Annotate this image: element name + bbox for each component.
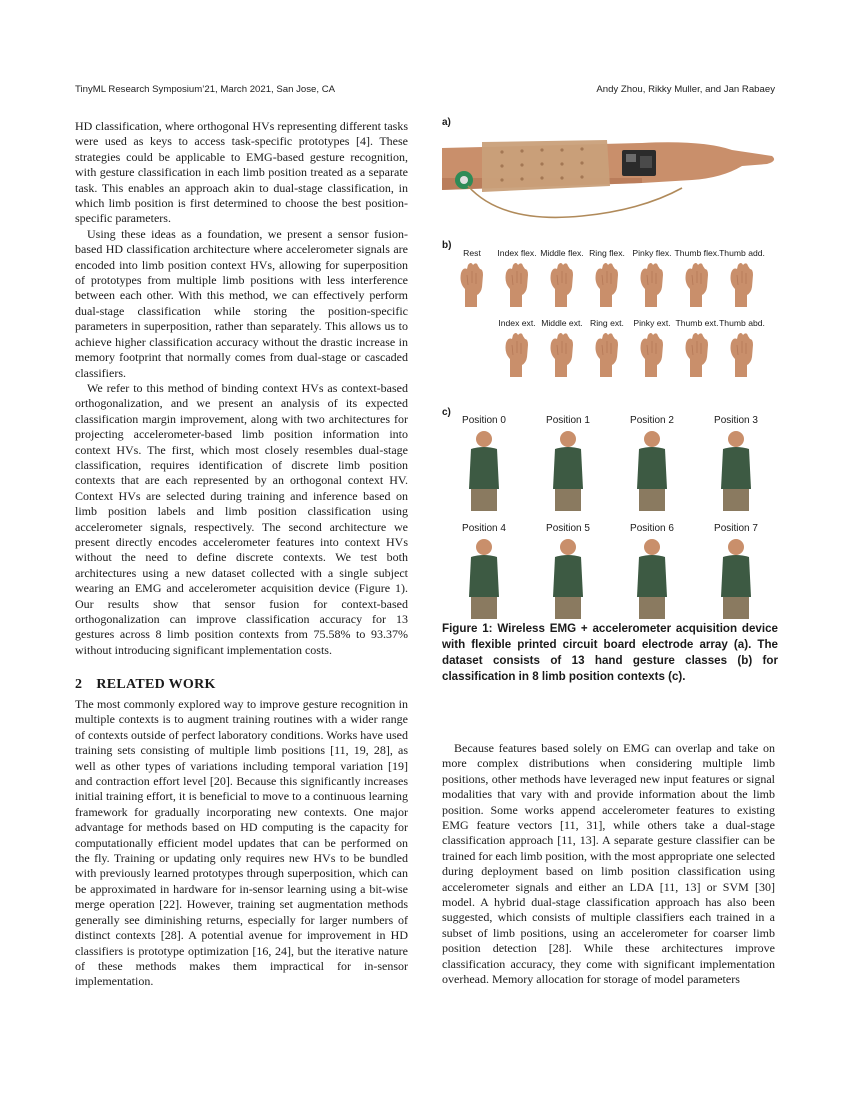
- panel-a-label: a): [442, 117, 451, 128]
- hand-gesture-icon: [680, 261, 714, 307]
- gesture-label: Index ext.: [498, 318, 536, 328]
- hand-gesture-icon: [680, 331, 714, 377]
- gesture-cell: [493, 318, 541, 377]
- left-column: [75, 119, 408, 658]
- hand-gesture-icon: [455, 261, 489, 307]
- position-label: Position 3: [714, 415, 758, 426]
- hand-gesture-icon: [500, 331, 534, 377]
- position-label: Position 0: [462, 415, 506, 426]
- hand-gesture-icon: [635, 261, 669, 307]
- running-header-venue: TinyML Research Symposium’21, March 2021, San Jose, CA: [75, 84, 336, 95]
- person-position-icon: [543, 429, 593, 511]
- hand-gesture-icon: [725, 331, 759, 377]
- section-title: RELATED WORK: [96, 677, 216, 692]
- paragraph: HD classification, where orthogonal HVs representing different tasks were used as keys to access task-specific prototypes [4]. These strategies could be applicable to EMG-based gesture recognition, with gesture classification in each limb position treated as a separate task. This enables an approach akin to dual-stage classification, in which limb position is first determined to choose the best position-specific parameters.: [75, 119, 408, 226]
- person-position-icon: [627, 537, 677, 619]
- position-cell: [526, 523, 610, 619]
- gesture-cell: [673, 318, 721, 377]
- hand-gesture-icon: [500, 261, 534, 307]
- person-position-icon: [543, 537, 593, 619]
- gesture-cell: [583, 318, 631, 377]
- hand-gesture-icon: [545, 331, 579, 377]
- person-position-icon: [711, 429, 761, 511]
- gesture-label: Rest: [463, 248, 481, 258]
- position-label: Position 4: [462, 523, 506, 534]
- position-row-1: [442, 415, 778, 515]
- gesture-label: Thumb ext.: [675, 318, 719, 328]
- gesture-label: Pinky ext.: [633, 318, 671, 328]
- hand-gesture-icon: [725, 261, 759, 307]
- gesture-cell: [718, 318, 766, 377]
- gesture-cell: [538, 248, 586, 307]
- hand-gesture-icon: [635, 331, 669, 377]
- hand-gesture-icon: [590, 331, 624, 377]
- hand-gesture-icon: [545, 261, 579, 307]
- position-label: Position 2: [630, 415, 674, 426]
- gesture-row-1: [442, 248, 778, 318]
- right-column: [442, 741, 775, 988]
- position-label: Position 1: [546, 415, 590, 426]
- gesture-cell: [538, 318, 586, 377]
- position-cell: [610, 523, 694, 619]
- paragraph: Using these ideas as a foundation, we present a sensor fusion-based HD classification architecture where accelerometer signals are encoded into limb position context HVs, allowing for superposition of prototypes from multiple limb positions with less interference between each other. With this method, we can effectively perform dual-stage classification while storing the position-specific parameters in superposition, rather than separately. This allows us to achieve higher classification accuracy without the drastic increase in memory footprint that normally comes from dual-stage or cascaded classifiers.: [75, 226, 408, 380]
- section-heading: [75, 677, 216, 693]
- gesture-label: Thumb abd.: [719, 318, 765, 328]
- position-row-2: [442, 523, 778, 623]
- figure-caption: Figure 1: Wireless EMG + accelerometer acquisition device with flexible printed circuit board electrode array (a). The dataset consists of 13 hand gesture classes (b) for classification in 8 limb position contexts (c).: [442, 622, 778, 683]
- gesture-row-2: [442, 318, 778, 390]
- acquisition-device-photo: [442, 128, 778, 228]
- panel-b-label: b): [442, 240, 452, 251]
- gesture-label: Thumb add.: [719, 248, 765, 258]
- person-position-icon: [711, 537, 761, 619]
- gesture-cell: [493, 248, 541, 307]
- paragraph: Because features based solely on EMG can overlap and take on more complex distributions when considering multiple limb positions, other methods have leveraged new input features or signal modalities that vary with and provide information about the limb position. Some works append accelerometer features to existing EMG feature vectors [11, 31], while others take a dual-stage classification approach [11, 13]. A separate gesture classifier can be trained for each limb position, with the most appropriate one selected during deployment based on limb position classification using accelerometer signals and either an LDA [11, 13] or SVM [30] model. A hybrid dual-stage classification approach has also been suggested, which consists of multiple classifiers each trained in a subset of limb positions, using an accelerometer for coarser limb position detection [28]. While these architectures improve classification accuracy, they come with significant implementation overhead. Memory allocation for storage of model parameters: [442, 741, 775, 987]
- gesture-cell: [673, 248, 721, 307]
- hand-gesture-icon: [590, 261, 624, 307]
- position-cell: [442, 415, 526, 511]
- position-cell: [526, 415, 610, 511]
- gesture-label: Middle flex.: [540, 248, 584, 258]
- person-position-icon: [459, 537, 509, 619]
- arm-with-device-illustration: [442, 128, 778, 228]
- position-cell: [442, 523, 526, 619]
- person-position-icon: [627, 429, 677, 511]
- gesture-cell: [718, 248, 766, 307]
- gesture-label: Ring flex.: [589, 248, 625, 258]
- position-cell: [610, 415, 694, 511]
- gesture-label: Pinky flex.: [632, 248, 672, 258]
- gesture-label: Middle ext.: [541, 318, 583, 328]
- gesture-cell: [628, 318, 676, 377]
- running-header-authors: Andy Zhou, Rikky Muller, and Jan Rabaey: [596, 84, 775, 95]
- position-cell: [694, 523, 778, 619]
- section-number: 2: [75, 677, 83, 692]
- gesture-label: Thumb flex.: [674, 248, 720, 258]
- paragraph: The most commonly explored way to improve gesture recognition in multiple contexts is to augment training routines with a wider range of contexts outside of perfect laboratory conditions. Works have used training sets consisting of multiple limb positions [11, 19, 28], as well as other types of variations including temporal variation [19] and contraction effort level [20]. Because this significantly increases initial training effort, it is beneficial to move to a continuous learning framework for gradually incorporating new contexts. One major advantage for methods based on HD computing is the capacity for computationally efficient model updates that can be performed on the fly. Training or updating only requires new HVs to be bundled with previously learned prototypes through superposition, which can be approximated in hardware for in-sensor learning using a bit-wise merge operation [22]. However, training set augmentation methods generally see diminishing returns, especially for larger numbers of distinct contexts [28]. A potential avenue for improvement in HD classifiers is prototype optimization [16, 24], but the iterative nature of these methods makes them impractical for in-sensor implementation.: [75, 697, 408, 989]
- gesture-cell: [583, 248, 631, 307]
- panel-c-label: c): [442, 407, 451, 418]
- position-label: Position 6: [630, 523, 674, 534]
- position-cell: [694, 415, 778, 511]
- gesture-cell: [628, 248, 676, 307]
- gesture-label: Index flex.: [497, 248, 537, 258]
- position-label: Position 7: [714, 523, 758, 534]
- left-column-section2: [75, 697, 408, 990]
- gesture-label: Ring ext.: [590, 318, 624, 328]
- paragraph: We refer to this method of binding context HVs as context-based orthogonalization, and we present an analysis of its expected classification margin improvement, along with two architectures for projecting accelerometer-based limb position information into context HVs. The first, which most closely resembles dual-stage classification, requires identification of discrete limb position contexts that are each represented by an orthogonal context HV. Context HVs are selected during training and inference based on limb position labels and limb position classification using accelerometer signals, respectively. The second architecture we present directly encodes accelerometer features into context HVs without the need to define discrete contexts. We test both architectures using a new dataset collected with a single subject wearing an EMG and accelerometer acquisition device (Figure 1). Our results show that sensor fusion for context-based orthogonalization can improve classification accuracy for 13 gestures across 8 limb position contexts from 75.58% to 93.37% without introducing significant implementation costs.: [75, 380, 408, 657]
- position-label: Position 5: [546, 523, 590, 534]
- person-position-icon: [459, 429, 509, 511]
- gesture-cell: [448, 248, 496, 307]
